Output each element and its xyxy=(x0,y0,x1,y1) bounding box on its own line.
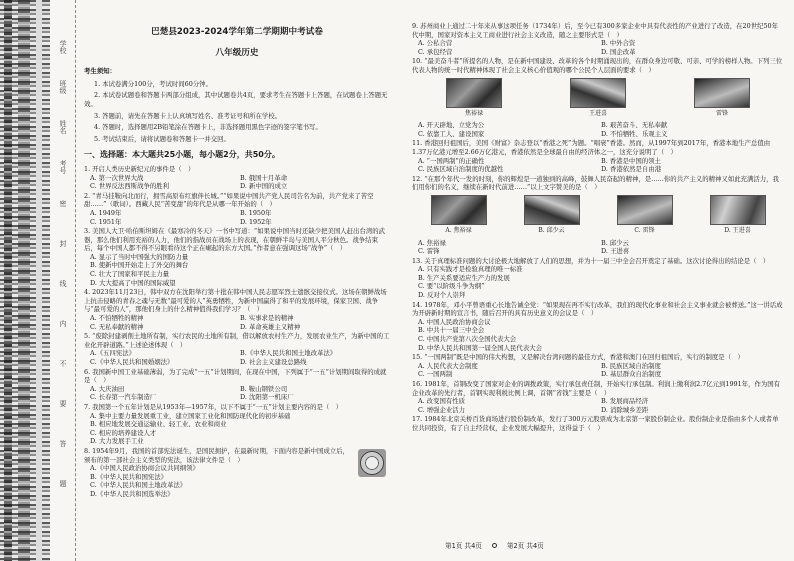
page-number-right: 第2页 共4页 xyxy=(506,542,544,550)
figure-row-q10 xyxy=(412,78,784,119)
option-row xyxy=(412,397,784,406)
question-stem: 12. “在那个年代一发的时刻，你的辉煌是一道独到的高峰，鼓舞人民奋起的精神，是……你的共产主义的精神又如此充满活力，我们用你们的名义，继续在新时代前进……”以上文字赞美的是（ ） xyxy=(412,174,779,192)
figure-card xyxy=(444,78,504,119)
option: D. 大大提高了中国的国际威望 xyxy=(90,278,176,287)
binding-label: 线 xyxy=(59,280,67,287)
option: D. 反对个人崇拜 xyxy=(418,291,466,300)
figure-photo xyxy=(446,78,502,108)
option-row xyxy=(412,362,784,371)
question-item xyxy=(412,380,784,414)
question-stem: 9. 苏州商业上通过二十年来从事这项任务（1734年）后，至今已有300多家企业中具有代表性的产业进行了改造，在20世纪50年代中期，国家对资本主义工商业进行社会主义改造，随之主要形式是（ ） xyxy=(412,22,778,39)
option: D. 消除城乡差距 xyxy=(601,405,649,414)
option: D. 1952年 xyxy=(240,217,272,226)
option: B. 发展商品经济 xyxy=(601,397,649,406)
center-dot-icon xyxy=(492,543,497,548)
notice-item: 1. 本试卷满分100分，考试时间60分钟。 xyxy=(94,79,212,88)
figure-caption: D. 王进喜 xyxy=(724,226,751,234)
option: B. 使新中国开始走上了外交的舞台 xyxy=(90,261,189,270)
option: C. 增强企业活力 xyxy=(418,405,466,414)
exam-subject: 八年级历史 xyxy=(215,47,259,58)
option: D. 中华人民共和国第一届全国人民代表大会 xyxy=(418,343,542,352)
binding-stripe xyxy=(4,0,12,561)
option: A. 开天辟地、立党为公 xyxy=(418,121,485,130)
binding-label: 封 xyxy=(59,240,67,247)
page-footer xyxy=(445,540,544,550)
option: A. 1949年 xyxy=(90,208,122,217)
option: A. 人民代表大会制度 xyxy=(418,361,478,370)
figure-photo xyxy=(570,78,626,108)
figure-card xyxy=(429,195,489,236)
option-row xyxy=(412,48,784,57)
option-row xyxy=(84,174,390,183)
question-item xyxy=(412,139,784,173)
exam-title: 巴楚县2023-2024学年第二学期期中考试卷 xyxy=(151,27,323,37)
question-stem: 14. 1978年，邓小平曾语重心长地告诫全党：“如果现在再不实行改革，我们的现代化事业和社会主义事业就会被葬送。”这一讲话成为开辟新时期的宣言书，随后召开的具有历史意义的会议是（ ） xyxy=(412,300,783,318)
binding-label: 不 xyxy=(59,360,67,367)
option: A. 集中主要力量发展重工业，建立国家工业化和国防现代化的初步基础 xyxy=(90,411,291,420)
question-stem: 8. 1954年9月，我国的首部宪法诞生，是国民拥护，在最新时期，下面内容是新中国成立后，颁布的第一部社会主义类型的宪法，该法律文件是（ ） xyxy=(84,446,349,464)
question-stem: 10. “最美奋斗者”所提名的人物，是在新中国建设、改革的各个时期涌现出的，在群众身边可敬、可亲、可学的榜样人物。下列三位代表人物的统一时代精神体现了社会主义核心价值观的哪个公民个人层面的要求（ ） xyxy=(412,57,783,74)
figure-card xyxy=(615,195,675,236)
option: C. 承包经营 xyxy=(418,47,453,56)
question-stem: 11. 香港回归祖国后，美国《财富》杂志登以“香港之死”为题。“唱衰”香港。然而，从1997年到2017年，香港本地生产总值由1.37万亿港元增至2.66万亿港元，香港依然是全球最自由的经济体之一，这充分说明了（ ） xyxy=(412,139,771,156)
question-item xyxy=(412,301,784,353)
question-item xyxy=(412,257,784,300)
binding-seal-line xyxy=(54,0,76,561)
figure-caption: C. 雷锋 xyxy=(634,226,655,234)
option: C. 长春第一汽车制造厂 xyxy=(90,393,157,402)
question-stem: 2. “青马挂鞍向北而行，拥雪高原布红旗伴长城。”“如果说中国共产党人民司告名为前，共产党来了苦空甜……”（歌词）。西藏人民“苦变甜”的年代是从哪一年开始的（ ） xyxy=(84,191,374,209)
option: A. 中国人民政治协商会议 xyxy=(418,317,491,326)
option-row xyxy=(412,370,784,379)
notice-item: 5. 考试结束后，请将试题卷和答题卡一并交回。 xyxy=(94,134,230,143)
option: D. 基层群众自治制度 xyxy=(601,370,662,379)
option: C. 中国共产党第八次全国代表大会 xyxy=(418,335,517,344)
option: B.《中华人民共和国宪法》 xyxy=(90,472,168,481)
figure-photo xyxy=(431,195,487,225)
question-stem: 15. “一国两制”既是中国的伟大构想，又是解决台湾问题的最佳方式，香港和澳门在回归祖国后，实行的制度是（ ） xyxy=(412,353,744,362)
option-row xyxy=(84,182,390,191)
question-list xyxy=(412,22,784,433)
question-stem: 3. 美国人大卫·哈伯斯坦姆在《最寒冷的冬天》一书中写道：“如果说中国当时还缺少把美国人赶出台湾的武器，那么他们利用充裕的人力，他们的指战员在战场上的表现，在朝鲜半岛与美国人平分秋色。战争结束后，每个中国人都不得不另眼看待这个正在崛起的东方大国。”作者意在强调这场“战争”（ ） xyxy=(84,227,386,253)
figure-card xyxy=(708,195,768,236)
figure-card xyxy=(522,195,582,236)
option: B. 相应地发展交通运输业、轻工业、农业和商业 xyxy=(90,420,227,429)
question-stem: 13. 关于真理标准问题的大讨论极大地解放了人们的思想，并为十一届三中全会召开奠定了基础。这次讨论得出的结论是（ ） xyxy=(412,256,770,265)
option: B. 鞍山钢铁公司 xyxy=(240,384,288,393)
option-row xyxy=(412,157,784,166)
option: B. 邱少云 xyxy=(601,238,629,247)
binding-label: 班级 xyxy=(59,80,67,94)
option: A.《中国人民政治协商会议共同纲领》 xyxy=(90,464,199,473)
option: A. 不怕牺牲的精神 xyxy=(90,314,144,323)
option: C. 无私奉献的精神 xyxy=(90,322,144,331)
figure-caption: B. 邱少云 xyxy=(538,226,565,234)
binding-label: 题 xyxy=(59,480,67,487)
question-stem: 7. 我国第一个五年计划是从1953年—1957年，以下不属于“一五”计划主要内容的是（ ） xyxy=(84,402,343,411)
option: C. 壮大了国家和平民主力量 xyxy=(90,270,170,279)
notice-list xyxy=(84,80,390,144)
option: D. 新中国的成立 xyxy=(240,182,288,191)
option: D. 社会主义建设总路线 xyxy=(240,358,307,366)
binding-label: 内 xyxy=(59,320,67,327)
option: D. 革命英雄主义精神 xyxy=(240,322,301,331)
page-number-left: 第1页 共4页 xyxy=(445,542,482,550)
figure-caption: 王进喜 xyxy=(588,109,607,117)
option: B. 生产关系要适应生产力的发展 xyxy=(418,273,510,282)
figure-row-q12 xyxy=(412,195,784,236)
question-item xyxy=(412,57,784,138)
notice-item: 3. 答题前，请先在答题卡上认真填写姓名、准考证号和所在学校。 xyxy=(94,111,282,120)
binding-label: 学校 xyxy=(59,40,67,54)
option: D. 国企改革 xyxy=(601,47,636,56)
option: B. 中共十一届三中全会 xyxy=(418,326,485,335)
option: A. 焦裕禄 xyxy=(418,238,446,247)
question-list xyxy=(84,165,390,499)
option-row xyxy=(412,239,784,248)
question-item xyxy=(84,368,390,402)
binding-label: 考号 xyxy=(59,160,67,174)
option: A. 只有实践才是检验真理的唯一标准 xyxy=(418,265,523,274)
question-stem: 6. 我国新中国工业基础薄弱，为了完成“一五”计划期间，在现在中国，下列属于“一五”计划期间取得的成就是（ ） xyxy=(84,367,387,385)
option: D. 香港依然是自由港 xyxy=(601,165,662,174)
option-row xyxy=(412,121,784,130)
right-column xyxy=(412,22,784,434)
option: D. 不怕牺牲、乐观主义 xyxy=(601,129,668,138)
figure-card xyxy=(692,78,752,119)
option: C. 1951年 xyxy=(90,217,122,226)
option: B. 1950年 xyxy=(240,208,272,217)
option-row xyxy=(412,406,784,415)
option: D. 沈阳第一机床厂 xyxy=(240,393,294,402)
option: A. 大庆油田 xyxy=(90,384,125,393)
option: D. 大力发展手工业 xyxy=(90,437,144,446)
option: A.《五四宪法》 xyxy=(90,349,135,358)
question-item xyxy=(84,447,390,499)
question-item xyxy=(84,332,390,366)
question-item xyxy=(412,22,784,56)
question-stem: 1. 开启人类历史新纪元的事件是（ ） xyxy=(84,164,195,173)
option: B. 实事求是的精神 xyxy=(240,314,294,323)
option: C. 世界反法西斯战争的胜利 xyxy=(90,182,170,191)
option-row xyxy=(84,218,390,227)
binding-strip xyxy=(0,0,50,561)
option: B. 民族区域自治制度 xyxy=(601,361,661,370)
option: C.《中华人民共和国土地改革法》 xyxy=(90,481,187,490)
question-item xyxy=(84,227,390,287)
option-row xyxy=(84,393,390,402)
figure-photo xyxy=(710,195,766,225)
option: A. 显示了当时中国强大的国防力量 xyxy=(90,252,189,261)
option: B.《中华人民共和国土地改革法》 xyxy=(240,349,337,358)
option: C. 民族区域自治制度的优越性 xyxy=(418,165,504,174)
figure-caption: 雷锋 xyxy=(715,109,728,117)
question-item xyxy=(84,192,390,226)
question-item xyxy=(84,403,390,446)
option-row xyxy=(84,349,390,358)
notice-item: 2. 本试卷试题卷和答题卡两部分组成，其中试题卷共4页，要求考生在答题卡上答题，在试题卷上答题无效。 xyxy=(84,91,388,108)
option-row xyxy=(412,39,784,48)
option-row xyxy=(84,358,390,367)
binding-label: 要 xyxy=(59,400,67,407)
option: D. 王进喜 xyxy=(601,247,630,256)
question-stem: 4. 2023年11月23日，韩中双方在沈阳举行第十批在韩中国人民志愿军烈士遗骸交接仪式。这场在朝鲜战场上抗击侵略的青春之魂与无数“最可爱的人”英勇牺牲，为新中国赢得了和平的发展环境，保家卫国、战争与“最可爱的人”，那他们身上的什么精神值得我们学习？（ ） xyxy=(84,288,387,314)
option: A. “一国两制”的正确性 xyxy=(418,156,485,165)
left-column xyxy=(84,22,390,500)
figure-photo xyxy=(524,195,580,225)
question-item xyxy=(412,175,784,256)
option: B. 俄国十月革命 xyxy=(240,173,288,182)
option-row xyxy=(412,165,784,174)
figure-caption: 焦裕禄 xyxy=(464,109,483,117)
question-item xyxy=(412,353,784,379)
option: B. 中外合资 xyxy=(601,39,636,48)
option-row xyxy=(412,247,784,256)
figure-caption: A. 焦裕禄 xyxy=(445,226,472,234)
option-row xyxy=(84,209,390,218)
binding-label: 答 xyxy=(59,440,67,447)
option: A. 第一次世界大战 xyxy=(90,173,144,182)
question-stem: 5. “废除封建剥削土地所有制，实行农民的土地所有制，借以解放农村生产力，发展农业生产，为新中国的工业化开辟道路。”上述论述体现（ ） xyxy=(84,332,390,349)
notice-item: 4. 答题时，选择题用2B铅笔涂在答题卡上，非选择题用黑色字迹的签字笔书写。 xyxy=(94,123,322,132)
figure-photo xyxy=(617,195,673,225)
option: A. 公私合营 xyxy=(418,39,453,48)
question-item xyxy=(84,165,390,191)
notice-heading: 考生须知： xyxy=(84,67,116,76)
binding-stripe xyxy=(36,0,42,561)
binding-label: 密 xyxy=(59,200,67,207)
question-item xyxy=(412,415,784,432)
question-item xyxy=(84,288,390,331)
option: C. 相应的培养建设人才 xyxy=(90,428,157,437)
option-row xyxy=(84,323,390,332)
emblem-icon xyxy=(358,449,386,477)
option: D.《中华人民共和国选举法》 xyxy=(90,489,174,498)
option: C. 要“以阶级斗争为纲” xyxy=(418,282,485,291)
option: C. 一国两制 xyxy=(418,370,453,379)
question-stem: 16. 1981年，首钢改变了国家对企业的调拨政策，实行承包责任制，开始实行承包制。利润上缴利润2.7亿元到1991年，作为国有企业改革的先行者，首钢实现利税比例上调，首钢“省钱”主要是（ ） xyxy=(412,380,781,397)
option: C.《中华人民共和国婚姻法》 xyxy=(90,358,174,366)
figure-card xyxy=(568,78,628,119)
option-row xyxy=(412,130,784,139)
section-heading: 一、选择题：本大题共25小题，每小题2分，共50分。 xyxy=(84,150,280,160)
option: C. 依靠工人、建设国家 xyxy=(418,129,485,138)
option: B. 艰苦奋斗、无私奉献 xyxy=(601,121,668,130)
option: A. 改变国有性质 xyxy=(418,397,466,406)
question-stem: 17. 1984年北京关桥百货商场进行股份制改革，发行了300万元股票成为北京第一家股份制企业。股份制企业是指由多个人或者单位共同投资，有了自主经营权，企业发展大幅提升，这得益于（ ） xyxy=(412,415,779,432)
binding-stripe xyxy=(18,0,30,561)
binding-label: 姓名 xyxy=(59,120,67,134)
option-row xyxy=(84,314,390,323)
figure-photo xyxy=(694,78,750,108)
option: B. 香港是中国的领土 xyxy=(601,156,661,165)
option: C. 雷锋 xyxy=(418,247,440,256)
